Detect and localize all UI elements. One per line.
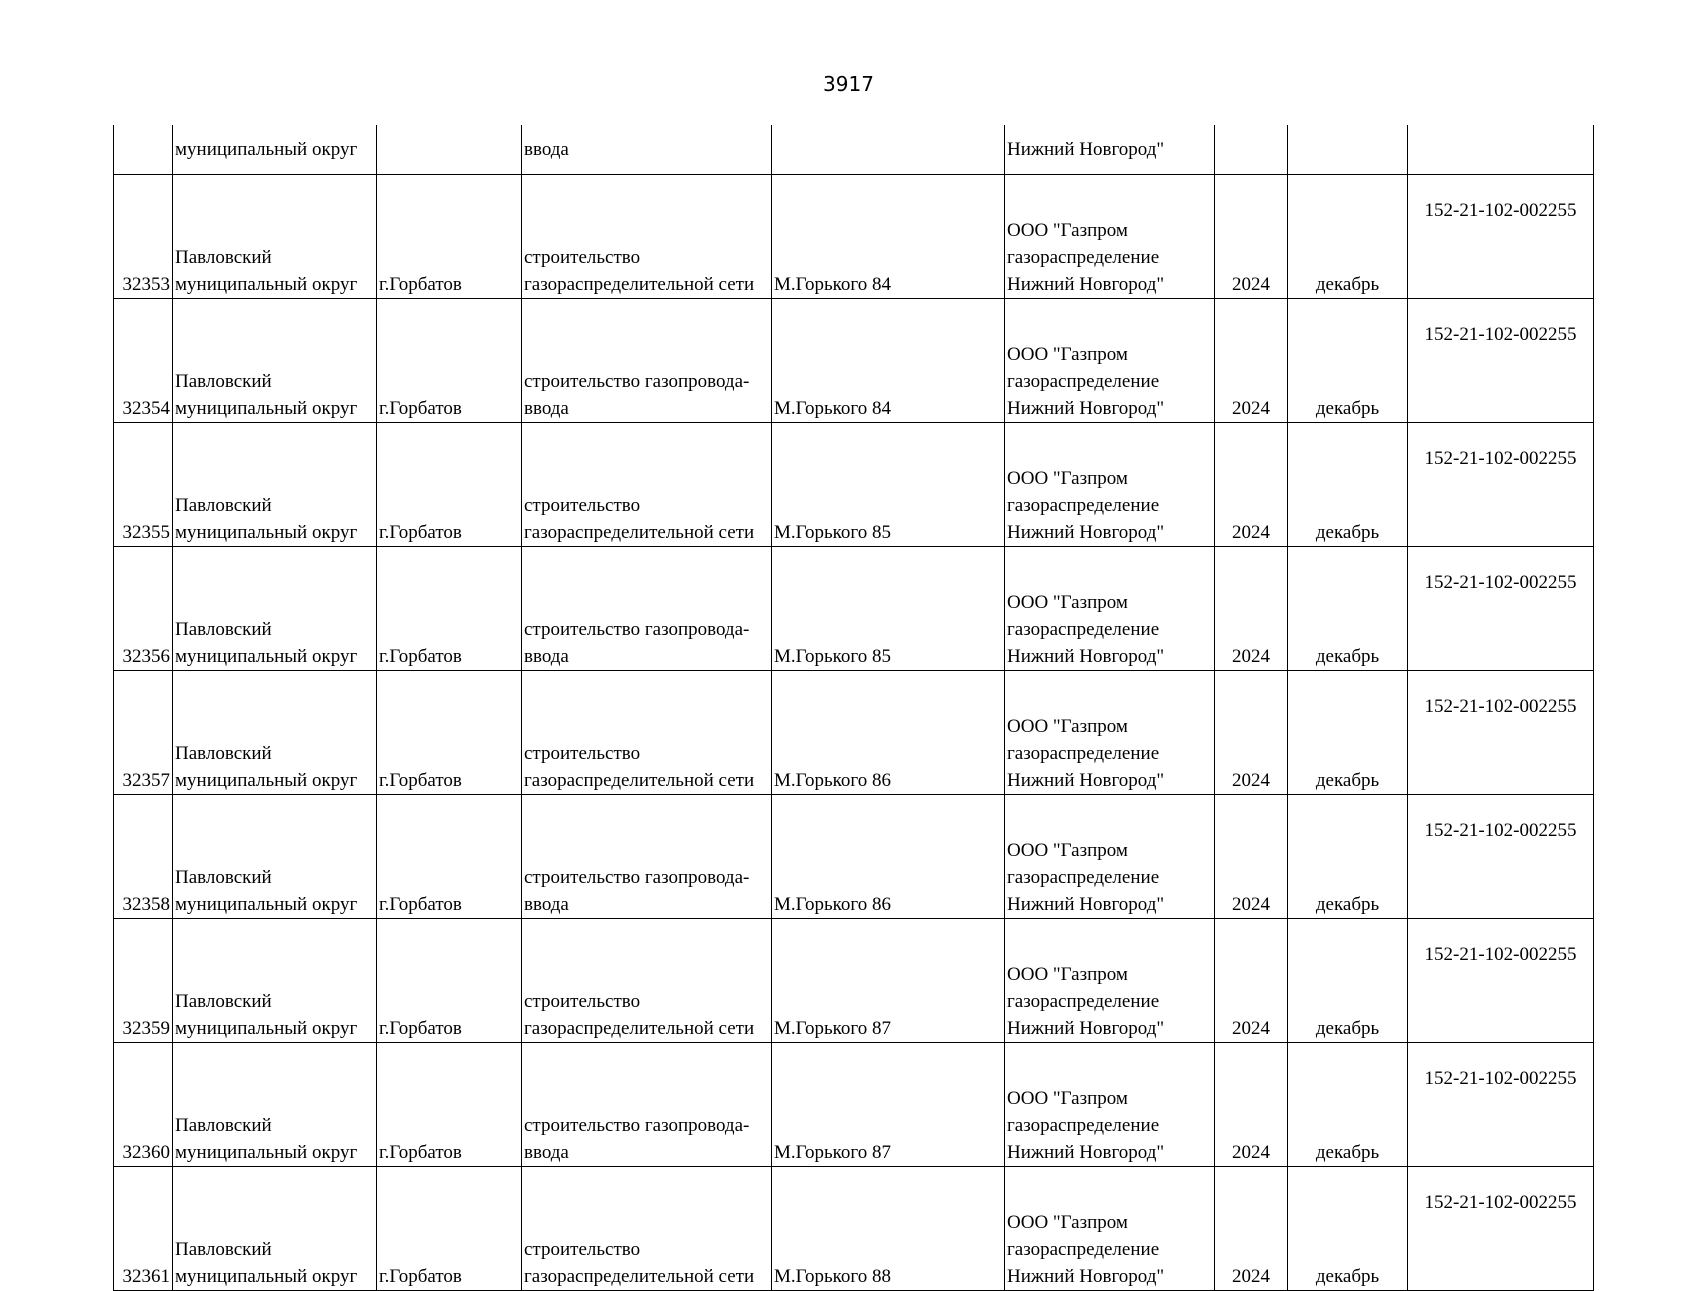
cell-address: М.Горького 86 [772, 795, 1005, 919]
cell-district [173, 1043, 377, 1167]
cell-line: Нижний Новгород" [1007, 1142, 1165, 1163]
cell-line: газораспределение [1007, 1239, 1160, 1260]
cell-line: муниципальный округ [175, 770, 358, 791]
cell-line: Павловский [175, 495, 272, 516]
cell-line: ООО "Газпром [1007, 840, 1128, 861]
cell-line: ООО "Газпром [1007, 1088, 1128, 1109]
cell-line: газораспределение [1007, 743, 1160, 764]
cell-line: строительство [524, 1239, 641, 1260]
cell-line: газораспределение [1007, 619, 1160, 640]
cell-line: газораспределение [1007, 1115, 1160, 1136]
cell-line: Нижний Новгород" [1007, 646, 1165, 667]
cell-code [1408, 125, 1594, 175]
cell-work [522, 547, 772, 671]
cell-line: Павловский [175, 1115, 272, 1136]
cell-town: г.Горбатов [377, 919, 522, 1043]
cell-line: газораспределение [1007, 867, 1160, 888]
cell-work [522, 1167, 772, 1291]
cell-line: ООО "Газпром [1007, 468, 1128, 489]
cell-operator: Нижний Новгород" [1005, 125, 1215, 175]
cell-code: 152-21-102-002255 [1408, 1043, 1594, 1167]
cell-address: М.Горького 84 [772, 175, 1005, 299]
cell-code: 152-21-102-002255 [1408, 175, 1594, 299]
cell-line: муниципальный округ [175, 1142, 358, 1163]
cell-line: газораспределительной сети [524, 1018, 755, 1039]
cell-month [1288, 125, 1408, 175]
cell-district [173, 919, 377, 1043]
cell-month: декабрь [1288, 423, 1408, 547]
cell-line: ООО "Газпром [1007, 344, 1128, 365]
cell-line: строительство [524, 991, 641, 1012]
cell-line: Павловский [175, 867, 272, 888]
cell-year: 2024 [1215, 671, 1288, 795]
cell-district [173, 547, 377, 671]
cell-month: декабрь [1288, 795, 1408, 919]
cell-year [1215, 125, 1288, 175]
gas-registry-table [113, 125, 1594, 1291]
cell-work [522, 1043, 772, 1167]
cell-line: строительство газопровода- [524, 371, 750, 392]
cell-town: г.Горбатов [377, 1167, 522, 1291]
table-body [114, 125, 1594, 1291]
cell-num: 32357 [114, 671, 173, 795]
cell-month: декабрь [1288, 671, 1408, 795]
cell-line: газораспределение [1007, 991, 1160, 1012]
cell-address [772, 125, 1005, 175]
cell-month: декабрь [1288, 175, 1408, 299]
cell-line: строительство [524, 743, 641, 764]
cell-address: М.Горького 87 [772, 1043, 1005, 1167]
cell-code: 152-21-102-002255 [1408, 299, 1594, 423]
cell-line: Павловский [175, 247, 272, 268]
cell-work [522, 423, 772, 547]
cell-line: строительство [524, 247, 641, 268]
cell-address: М.Горького 87 [772, 919, 1005, 1043]
cell-district [173, 175, 377, 299]
cell-address: М.Горького 85 [772, 547, 1005, 671]
cell-line: муниципальный округ [175, 1018, 358, 1039]
cell-line: ООО "Газпром [1007, 1212, 1128, 1233]
cell-operator [1005, 299, 1215, 423]
cell-num: 32358 [114, 795, 173, 919]
cell-line: Павловский [175, 1239, 272, 1260]
cell-district [173, 423, 377, 547]
cell-line: газораспределение [1007, 247, 1160, 268]
cell-num: 32353 [114, 175, 173, 299]
table-row [114, 671, 1594, 795]
cell-operator [1005, 547, 1215, 671]
cell-work [522, 671, 772, 795]
cell-work: ввода [522, 125, 772, 175]
cell-month: декабрь [1288, 1043, 1408, 1167]
cell-year: 2024 [1215, 919, 1288, 1043]
cell-code: 152-21-102-002255 [1408, 919, 1594, 1043]
cell-line: Нижний Новгород" [1007, 1266, 1165, 1287]
cell-town: г.Горбатов [377, 795, 522, 919]
page-number: 3917 [823, 72, 874, 96]
cell-line: Павловский [175, 991, 272, 1012]
cell-num: 32359 [114, 919, 173, 1043]
cell-operator [1005, 175, 1215, 299]
cell-line: ввода [524, 398, 569, 419]
table-row [114, 1043, 1594, 1167]
cell-line: строительство газопровода- [524, 1115, 750, 1136]
cell-district [173, 1167, 377, 1291]
cell-district [173, 671, 377, 795]
cell-work [522, 795, 772, 919]
cell-address: М.Горького 86 [772, 671, 1005, 795]
cell-line: муниципальный округ [175, 646, 358, 667]
cell-line: газораспределительной сети [524, 770, 755, 791]
cell-line: Павловский [175, 371, 272, 392]
table-row [114, 423, 1594, 547]
cell-num: 32361 [114, 1167, 173, 1291]
cell-code: 152-21-102-002255 [1408, 547, 1594, 671]
cell-operator [1005, 1167, 1215, 1291]
cell-line: газораспределительной сети [524, 1266, 755, 1287]
cell-line: ввода [524, 894, 569, 915]
table-row [114, 919, 1594, 1043]
cell-town: г.Горбатов [377, 299, 522, 423]
cell-work [522, 299, 772, 423]
cell-town [377, 125, 522, 175]
table-row [114, 795, 1594, 919]
cell-line: ООО "Газпром [1007, 220, 1128, 241]
cell-town: г.Горбатов [377, 423, 522, 547]
cell-address: М.Горького 85 [772, 423, 1005, 547]
cell-line: Нижний Новгород" [1007, 522, 1165, 543]
cell-line: Павловский [175, 619, 272, 640]
cell-line: Нижний Новгород" [1007, 398, 1165, 419]
cell-line: муниципальный округ [175, 522, 358, 543]
cell-operator [1005, 795, 1215, 919]
cell-line: Нижний Новгород" [1007, 274, 1165, 295]
cell-month: декабрь [1288, 919, 1408, 1043]
cell-year: 2024 [1215, 423, 1288, 547]
cell-district [173, 795, 377, 919]
table-row [114, 299, 1594, 423]
cell-line: муниципальный округ [175, 1266, 358, 1287]
cell-month: декабрь [1288, 299, 1408, 423]
cell-line: муниципальный округ [175, 894, 358, 915]
cell-num: 32354 [114, 299, 173, 423]
cell-line: ввода [524, 1142, 569, 1163]
cell-operator [1005, 919, 1215, 1043]
cell-month: декабрь [1288, 547, 1408, 671]
cell-operator [1005, 671, 1215, 795]
cell-line: газораспределительной сети [524, 522, 755, 543]
cell-code: 152-21-102-002255 [1408, 795, 1594, 919]
cell-year: 2024 [1215, 299, 1288, 423]
cell-num [114, 125, 173, 175]
cell-address: М.Горького 88 [772, 1167, 1005, 1291]
cell-line: газораспределение [1007, 371, 1160, 392]
cell-line: ООО "Газпром [1007, 716, 1128, 737]
table-row [114, 175, 1594, 299]
cell-town: г.Горбатов [377, 175, 522, 299]
cell-district [173, 299, 377, 423]
cell-line: муниципальный округ [175, 398, 358, 419]
cell-operator [1005, 1043, 1215, 1167]
table-row [114, 547, 1594, 671]
cell-town: г.Горбатов [377, 547, 522, 671]
cell-line: строительство газопровода- [524, 867, 750, 888]
cell-line: ввода [524, 646, 569, 667]
cell-line: строительство [524, 495, 641, 516]
cell-town: г.Горбатов [377, 671, 522, 795]
cell-address: М.Горького 84 [772, 299, 1005, 423]
cell-line: ООО "Газпром [1007, 964, 1128, 985]
cell-work [522, 175, 772, 299]
cell-num: 32356 [114, 547, 173, 671]
cell-operator [1005, 423, 1215, 547]
continuation-row [114, 125, 1594, 175]
cell-line: Нижний Новгород" [1007, 770, 1165, 791]
cell-line: газораспределительной сети [524, 274, 755, 295]
cell-num: 32355 [114, 423, 173, 547]
cell-line: Нижний Новгород" [1007, 1018, 1165, 1039]
cell-town: г.Горбатов [377, 1043, 522, 1167]
cell-year: 2024 [1215, 795, 1288, 919]
cell-code: 152-21-102-002255 [1408, 1167, 1594, 1291]
table-row [114, 1167, 1594, 1291]
cell-district: муниципальный округ [173, 125, 377, 175]
cell-year: 2024 [1215, 1167, 1288, 1291]
cell-year: 2024 [1215, 175, 1288, 299]
cell-line: муниципальный округ [175, 274, 358, 295]
cell-line: газораспределение [1007, 495, 1160, 516]
cell-line: ООО "Газпром [1007, 592, 1128, 613]
cell-year: 2024 [1215, 547, 1288, 671]
cell-code: 152-21-102-002255 [1408, 423, 1594, 547]
cell-code: 152-21-102-002255 [1408, 671, 1594, 795]
cell-month: декабрь [1288, 1167, 1408, 1291]
cell-year: 2024 [1215, 1043, 1288, 1167]
cell-num: 32360 [114, 1043, 173, 1167]
cell-work [522, 919, 772, 1043]
cell-line: строительство газопровода- [524, 619, 750, 640]
cell-line: Нижний Новгород" [1007, 894, 1165, 915]
cell-line: Павловский [175, 743, 272, 764]
